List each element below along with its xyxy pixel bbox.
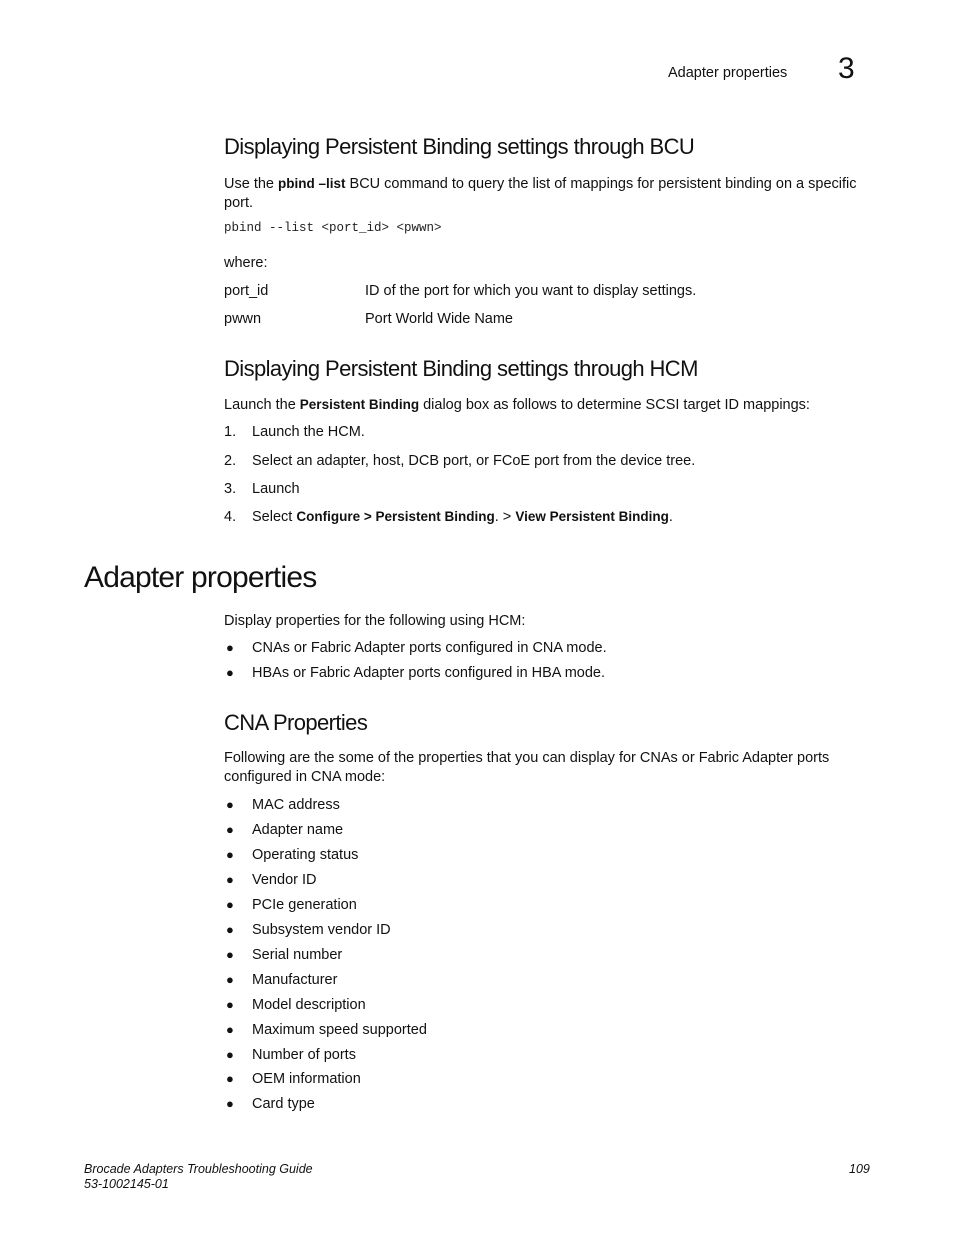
- hcm-intro-post: dialog box as follows to determine SCSI target ID mappings:: [419, 397, 810, 413]
- list-item: Manufacturer: [252, 972, 338, 988]
- bullet-icon: ●: [226, 1022, 234, 1037]
- bcu-intro-post-line2: port.: [224, 195, 254, 211]
- cna-intro-line2: configured in CNA mode:: [224, 769, 386, 785]
- bullet-icon: ●: [226, 997, 234, 1012]
- bullet-icon: ●: [226, 797, 234, 812]
- bcu-intro-pre: Use the: [224, 176, 278, 192]
- bcu-intro-post: BCU command to query the list of mappings for persistent binding on a specific: [345, 176, 857, 192]
- bullet-icon: ●: [226, 1047, 234, 1062]
- param-term: pwwn: [224, 311, 262, 327]
- heading-hcm: Displaying Persistent Binding settings through HCM: [224, 356, 698, 381]
- menu-path-view: View Persistent Binding: [515, 509, 669, 524]
- list-item: OEM information: [252, 1071, 361, 1087]
- step-number: 1.: [224, 424, 237, 440]
- bullet-icon: ●: [226, 640, 234, 655]
- step-text: Launch: [252, 481, 300, 497]
- bcu-command: pbind –list: [278, 176, 346, 191]
- list-item: Adapter name: [252, 822, 344, 838]
- list-item: Model description: [252, 997, 366, 1013]
- list-item: Vendor ID: [252, 872, 317, 888]
- step-text-post: .: [668, 509, 673, 525]
- param-term: port_id: [224, 283, 269, 299]
- step-text: Launch the HCM.: [252, 424, 365, 440]
- bullet-icon: ●: [226, 972, 234, 987]
- list-item: CNAs or Fabric Adapter ports configured in CNA mode.: [252, 640, 607, 656]
- step-text-pre: Select: [252, 509, 297, 525]
- step-number: 3.: [224, 481, 237, 497]
- list-item: Card type: [252, 1096, 315, 1112]
- heading-bcu: Displaying Persistent Binding settings through BCU: [224, 134, 695, 159]
- footer-doc-title: Brocade Adapters Troubleshooting Guide: [84, 1162, 313, 1176]
- cna-intro: [224, 749, 874, 787]
- adapter-intro: Display properties for the following using HCM:: [224, 613, 526, 629]
- hcm-intro-pre: Launch the: [224, 397, 300, 413]
- list-item: Operating status: [252, 847, 359, 863]
- heading-cna-properties: CNA Properties: [224, 710, 368, 735]
- chapter-number: 3: [838, 52, 855, 85]
- where-label: where:: [224, 255, 268, 271]
- footer-doc-number: 53-1002145-01: [84, 1177, 169, 1191]
- step-text: [252, 509, 673, 525]
- list-item: Subsystem vendor ID: [252, 922, 391, 938]
- bullet-icon: ●: [226, 822, 234, 837]
- list-item: Serial number: [252, 947, 343, 963]
- menu-path-configure: Configure > Persistent Binding: [296, 509, 495, 524]
- list-item: HBAs or Fabric Adapter ports configured in HBA mode.: [252, 665, 606, 681]
- cna-intro-line1: Following are the some of the properties that you can display for CNAs or Fabric Adapter ports: [224, 750, 830, 766]
- bullet-icon: ●: [226, 922, 234, 937]
- list-item: Maximum speed supported: [252, 1022, 427, 1038]
- footer-page-number: 109: [849, 1162, 870, 1176]
- list-item: MAC address: [252, 797, 340, 813]
- bullet-icon: ●: [226, 1096, 234, 1111]
- bcu-intro: [224, 174, 874, 213]
- bcu-code: pbind --list <port_id> <pwwn>: [224, 221, 442, 235]
- bullet-icon: ●: [226, 1071, 234, 1086]
- running-header-section: Adapter properties: [668, 65, 788, 81]
- heading-adapter-properties: Adapter properties: [84, 561, 317, 594]
- step-text-mid: . >: [494, 509, 516, 525]
- persistent-binding-label: Persistent Binding: [299, 397, 420, 412]
- hcm-intro: [224, 395, 874, 415]
- param-def: Port World Wide Name: [365, 311, 513, 327]
- step-text: Select an adapter, host, DCB port, or FCoE port from the device tree.: [252, 453, 696, 469]
- list-item: PCIe generation: [252, 897, 357, 913]
- step-number: 2.: [224, 453, 237, 469]
- list-item: Number of ports: [252, 1047, 356, 1063]
- bullet-icon: ●: [226, 947, 234, 962]
- step-number: 4.: [224, 509, 237, 525]
- bullet-icon: ●: [226, 665, 234, 680]
- bullet-icon: ●: [226, 897, 234, 912]
- param-def: ID of the port for which you want to display settings.: [365, 283, 697, 299]
- bullet-icon: ●: [226, 847, 234, 862]
- bullet-icon: ●: [226, 872, 234, 887]
